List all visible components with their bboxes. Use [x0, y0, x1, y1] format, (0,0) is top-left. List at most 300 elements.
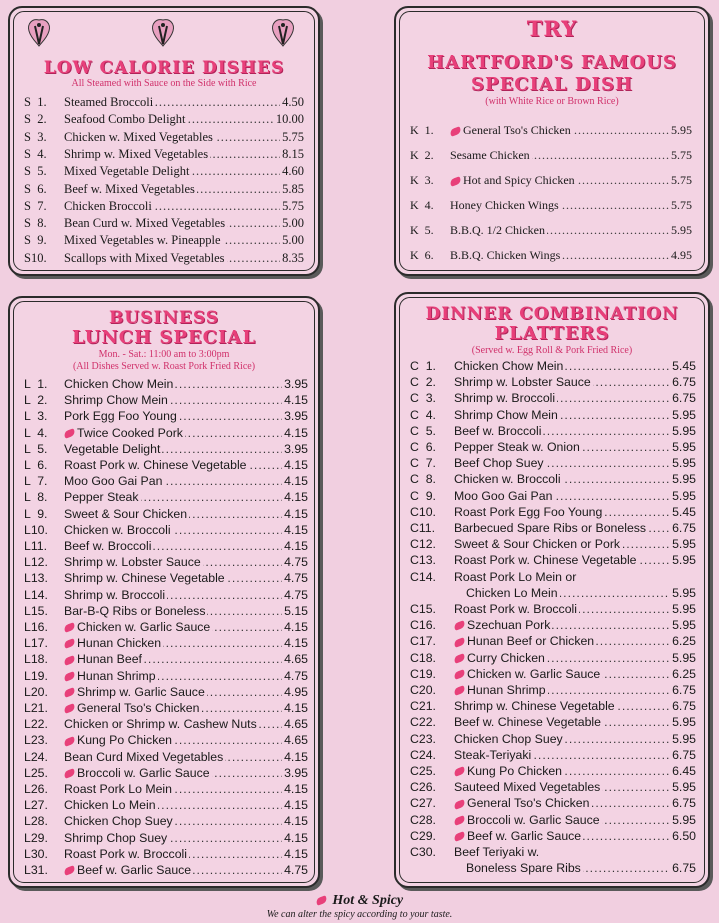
item-name: Shrimp w. Broccoli — [64, 587, 166, 602]
menu-item-row — [410, 795, 696, 811]
item-name: Roast Pork Lo Mein or — [454, 569, 577, 584]
item-name: Chicken or Shrimp w. Cashew Nuts — [64, 717, 257, 732]
item-code: L17. — [24, 636, 48, 651]
low-calorie-title: LOW CALORIE DISHES — [43, 58, 285, 78]
menu-item-row — [410, 552, 696, 568]
item-code: L11. — [24, 539, 48, 553]
business-title-line2: LUNCH SPECIAL — [71, 327, 257, 348]
item-price: 4.15 — [284, 830, 308, 845]
hot-spicy-icon — [64, 687, 76, 697]
item-name: Beef w. Broccoli — [454, 423, 542, 438]
item-price: 6.75 — [672, 747, 696, 762]
item-price: 5.95 — [672, 537, 696, 552]
item-name: B.B.Q. 1/2 Chicken — [450, 223, 545, 237]
item-price: 5.95 — [672, 715, 696, 730]
hot-spicy-icon — [64, 866, 76, 876]
item-code: L18. — [24, 652, 48, 667]
item-price: 5.00 — [282, 233, 304, 248]
item-code: L 5. — [24, 441, 48, 456]
menu-item-row — [24, 146, 304, 163]
item-name: Sauteed Mixed Vegetables — [454, 780, 601, 795]
hot-spicy-icon — [64, 655, 76, 665]
item-code: C18. — [410, 650, 436, 665]
item-price: 4.95 — [284, 684, 308, 699]
menu-item-row — [24, 473, 308, 489]
item-code: L29. — [24, 830, 48, 845]
item-price: 4.15 — [284, 474, 308, 489]
menu-item-row — [24, 846, 308, 862]
item-price: 6.50 — [672, 828, 696, 843]
menu-item-row — [410, 118, 692, 143]
item-name: Shrimp w. Chinese Vegetable — [64, 571, 225, 586]
item-code: S 1. — [24, 95, 47, 109]
menu-item-row — [410, 763, 696, 779]
menu-item-row — [24, 129, 304, 146]
item-code: L22. — [24, 717, 48, 732]
hot-spicy-icon — [454, 686, 466, 696]
menu-item-row — [24, 441, 308, 457]
hot-spicy-icon — [454, 621, 466, 631]
hartford-special-section — [394, 6, 710, 276]
item-price: 5.95 — [672, 602, 696, 616]
menu-item-row — [24, 700, 308, 716]
item-code: L20. — [24, 684, 48, 699]
menu-item-row — [410, 471, 696, 487]
menu-item-row — [410, 617, 696, 633]
item-code: C19. — [410, 666, 436, 681]
item-price: 4.65 — [284, 652, 308, 667]
hot-spicy-icon — [64, 428, 76, 438]
item-name: Bean Curd Mixed Vegetables — [64, 749, 224, 764]
menu-item-row — [24, 716, 308, 732]
item-price: 4.65 — [284, 733, 308, 748]
menu-item-row — [410, 423, 696, 439]
menu-item-row — [24, 668, 308, 684]
item-name: Chicken w. Garlic Sauce — [77, 620, 211, 634]
menu-item-row — [24, 489, 308, 505]
item-code: S 7. — [24, 198, 47, 213]
item-code: L 6. — [24, 458, 48, 472]
item-code: S 6. — [24, 181, 47, 196]
menu-item-row — [410, 650, 696, 666]
item-name: Shrimp w. Broccoli — [454, 391, 556, 406]
hot-spicy-icon — [454, 815, 466, 825]
item-price: 4.15 — [284, 522, 308, 537]
menu-item-row — [24, 198, 304, 215]
item-price: 3.95 — [284, 441, 308, 456]
hot-spicy-icon — [450, 176, 462, 186]
item-price: 5.45 — [672, 359, 696, 373]
item-name: Steak-Teriyaki — [454, 747, 532, 762]
item-code: L13. — [24, 571, 48, 586]
item-code: L 8. — [24, 490, 48, 505]
item-price: 4.65 — [284, 717, 308, 732]
item-price: 6.75 — [672, 683, 696, 697]
item-price: 5.95 — [672, 618, 696, 633]
item-code: K 2. — [410, 148, 434, 162]
item-code: L10. — [24, 522, 48, 537]
menu-item-row — [24, 603, 308, 619]
item-name: Beef w. Garlic Sauce — [467, 828, 582, 843]
item-name: Bean Curd w. Mixed Vegetables — [64, 216, 226, 231]
item-code: C10. — [410, 504, 436, 519]
item-price: 6.75 — [672, 796, 696, 811]
menu-item-row — [410, 844, 696, 876]
item-price: 5.95 — [672, 585, 696, 600]
item-name: Hunan Beef — [77, 652, 142, 667]
item-code: C30. — [410, 845, 436, 859]
item-price: 5.95 — [671, 223, 692, 237]
item-code: C15. — [410, 602, 436, 616]
menu-item-row — [410, 747, 696, 763]
menu-item-row — [24, 619, 308, 635]
item-code: C 6. — [410, 440, 436, 454]
item-name-cont: Boneless Spare Ribs — [466, 861, 581, 876]
item-code: K 3. — [410, 173, 434, 187]
item-price: 6.75 — [672, 861, 696, 876]
item-code: C11. — [410, 521, 436, 535]
item-price: 5.95 — [672, 440, 696, 454]
item-code: L 2. — [24, 393, 48, 408]
item-price: 4.15 — [284, 620, 308, 634]
menu-item-row — [410, 407, 696, 423]
item-code: C25. — [410, 764, 436, 778]
menu-item-row — [24, 376, 308, 392]
item-code: L21. — [24, 701, 48, 715]
item-code: S10. — [24, 250, 47, 265]
item-code: C27. — [410, 796, 436, 811]
hot-spicy-label: Hot & Spicy — [332, 893, 404, 908]
item-code: L 1. — [24, 377, 48, 391]
item-price: 5.95 — [672, 423, 696, 438]
dinner-subtitle: (Served w. Egg Roll & Pork Fried Rice) — [471, 345, 633, 356]
item-price: 5.75 — [282, 198, 304, 213]
item-price: 5.75 — [671, 148, 692, 162]
business-hours: Mon. - Sat.: 11:00 am to 3:00pm — [98, 349, 230, 360]
menu-item-row — [410, 698, 696, 714]
item-code: L25. — [24, 765, 48, 780]
hot-spicy-icon — [454, 767, 466, 777]
item-price: 8.35 — [282, 250, 304, 265]
menu-item-row — [24, 587, 308, 603]
crane-ornament-icon — [24, 16, 54, 50]
menu-item-row — [410, 633, 696, 649]
item-price: 4.15 — [284, 749, 308, 764]
menu-item-row — [410, 374, 696, 390]
item-name: Roast Pork w. Chinese Vegetable — [454, 553, 637, 568]
item-code: C23. — [410, 731, 436, 746]
menu-item-row — [24, 651, 308, 667]
item-price: 4.15 — [284, 798, 308, 813]
menu-item-row — [410, 168, 692, 193]
footer-note: We can alter the spicy according to your taste. — [266, 909, 453, 920]
item-code: C 2. — [410, 375, 436, 390]
item-price: 4.60 — [282, 164, 304, 179]
menu-item-row — [410, 666, 696, 682]
item-name: Beef Teriyaki w. — [454, 845, 540, 859]
item-code: S 9. — [24, 233, 47, 248]
item-code: C21. — [410, 699, 436, 714]
item-price: 5.95 — [672, 472, 696, 487]
item-code: S 5. — [24, 164, 47, 179]
hot-spicy-icon — [64, 704, 76, 714]
item-name: Shrimp w. Chinese Vegetable — [454, 699, 615, 714]
item-name: General Tso's Chicken — [467, 796, 590, 811]
menu-item-row — [410, 358, 696, 374]
item-name: Mixed Vegetables w. Pineapple — [64, 233, 221, 248]
dinner-title-line2: PLATTERS — [494, 323, 610, 344]
item-code: L24. — [24, 749, 48, 764]
menu-item-row — [24, 813, 308, 829]
item-name: Seafood Combo Delight — [64, 112, 186, 127]
menu-item-row — [24, 181, 304, 198]
item-name: Chicken Chop Suey — [64, 814, 173, 829]
menu-item-row — [24, 250, 304, 267]
item-price: 5.95 — [672, 812, 696, 827]
menu-item-row — [24, 94, 304, 111]
menu-item-row — [24, 862, 308, 878]
menu-item-row — [410, 439, 696, 455]
hot-spicy-icon — [450, 126, 462, 136]
item-name: Chicken w. Mixed Vegetables — [64, 129, 213, 144]
item-price: 5.45 — [672, 504, 696, 519]
hot-spicy-icon — [315, 896, 328, 906]
menu-item-row — [410, 218, 692, 243]
item-price: 5.95 — [672, 407, 696, 422]
menu-item-row — [410, 812, 696, 828]
item-name: Honey Chicken Wings — [450, 198, 559, 212]
item-code: C12. — [410, 537, 436, 552]
item-price: 4.15 — [284, 814, 308, 829]
item-price: 5.95 — [672, 650, 696, 665]
item-code: C 8. — [410, 472, 436, 487]
hot-spicy-icon — [454, 799, 466, 809]
item-code: L12. — [24, 555, 48, 570]
item-price: 4.15 — [284, 425, 308, 440]
item-code: C26. — [410, 780, 436, 795]
item-price: 6.45 — [672, 764, 696, 778]
item-price: 5.95 — [672, 780, 696, 795]
low-calorie-subtitle: All Steamed with Sauce on the Side with Rice — [71, 78, 257, 89]
item-name: Roast Pork w. Chinese Vegetable — [64, 458, 247, 472]
item-code: L30. — [24, 846, 48, 861]
item-name: Chicken w. Garlic Sauce — [467, 666, 601, 681]
hot-spicy-icon — [64, 736, 76, 746]
item-code: S 4. — [24, 146, 47, 161]
menu-item-row — [24, 554, 308, 570]
item-price: 4.75 — [284, 555, 308, 570]
item-name: Shrimp w. Garlic Sauce — [77, 684, 205, 699]
item-price: 6.75 — [672, 521, 696, 535]
item-name: Bar-B-Q Ribs or Boneless — [64, 603, 206, 618]
business-title-line1: BUSINESS — [108, 308, 220, 328]
item-code: L 4. — [24, 425, 48, 440]
dinner-title-line1: DINNER COMBINATION — [425, 304, 679, 324]
item-price: 5.00 — [282, 216, 304, 231]
menu-item-row — [24, 635, 308, 651]
item-code: C20. — [410, 683, 436, 697]
item-price: 4.15 — [284, 782, 308, 796]
crane-ornament-icon — [268, 16, 298, 50]
item-code: L27. — [24, 798, 48, 813]
item-price: 3.95 — [284, 409, 308, 424]
menu-item-row — [410, 828, 696, 844]
menu-item-row — [410, 714, 696, 730]
item-name: Beef w. Broccoli — [64, 539, 152, 553]
item-price: 5.75 — [671, 173, 692, 187]
menu-item-row — [410, 779, 696, 795]
menu-item-row — [24, 538, 308, 554]
hot-spicy-icon — [454, 831, 466, 841]
item-price: 5.75 — [671, 198, 692, 212]
item-code: C14. — [410, 569, 436, 584]
item-name-cont: Chicken Lo Mein — [466, 585, 558, 600]
item-price: 5.95 — [672, 456, 696, 471]
item-price: 8.15 — [282, 146, 304, 161]
item-price: 4.95 — [671, 248, 692, 262]
menu-item-row — [24, 425, 308, 441]
item-price: 5.15 — [284, 603, 308, 618]
item-code: C13. — [410, 553, 436, 568]
item-name: Kung Po Chicken — [467, 764, 563, 778]
item-name: Beef w. Garlic Sauce — [77, 863, 192, 877]
menu-item-row — [410, 601, 696, 617]
item-name: Roast Pork w. Broccoli — [64, 846, 188, 861]
item-name: Chicken w. Broccoli — [454, 472, 561, 487]
item-name: General Tso's Chicken — [77, 701, 200, 715]
item-price: 6.25 — [672, 666, 696, 681]
dinner-combination-section — [394, 292, 710, 888]
item-code: C28. — [410, 812, 436, 827]
item-code: C22. — [410, 715, 436, 730]
hot-spicy-icon — [454, 669, 466, 679]
item-name: Steamed Broccoli — [64, 95, 154, 109]
menu-item-row — [410, 455, 696, 471]
item-price: 4.15 — [284, 636, 308, 651]
item-code: S 3. — [24, 129, 47, 144]
item-name: Hot and Spicy Chicken — [463, 173, 575, 187]
item-name: Beef w. Chinese Vegetable — [454, 715, 601, 730]
hartford-subtitle: (with White Rice or Brown Rice) — [485, 96, 619, 107]
menu-item-row — [410, 390, 696, 406]
menu-item-row — [24, 732, 308, 748]
menu-item-row — [24, 408, 308, 424]
item-price: 10.00 — [275, 112, 304, 127]
item-price: 4.15 — [284, 539, 308, 553]
menu-item-row — [410, 536, 696, 552]
menu-item-row — [410, 520, 696, 536]
item-code: C16. — [410, 618, 436, 633]
item-code: S 8. — [24, 216, 47, 231]
item-code: C17. — [410, 634, 436, 649]
hot-spicy-icon — [454, 637, 466, 647]
menu-item-row — [410, 193, 692, 218]
item-price: 6.25 — [672, 634, 696, 649]
item-name: Szechuan Pork — [467, 618, 551, 633]
item-name: B.B.Q. Chicken Wings — [450, 248, 561, 262]
item-code: C 5. — [410, 423, 436, 438]
menu-item-row — [410, 569, 696, 601]
item-price: 3.95 — [284, 377, 308, 391]
item-price: 4.75 — [284, 571, 308, 586]
menu-item-row — [24, 522, 308, 538]
item-price: 4.15 — [284, 458, 308, 472]
low-calorie-section — [8, 6, 320, 276]
hartford-title-line2: SPECIAL DISH — [471, 74, 633, 95]
item-price: 4.15 — [284, 506, 308, 521]
hot-spicy-icon — [64, 768, 76, 778]
item-name: Beef w. Mixed Vegetables — [64, 181, 195, 196]
item-price: 6.75 — [672, 699, 696, 714]
menu-item-row — [24, 781, 308, 797]
menu-item-row — [24, 797, 308, 813]
item-code: L28. — [24, 814, 48, 829]
item-name: Roast Pork w. Broccoli — [454, 602, 578, 616]
menu-item-row — [24, 215, 304, 232]
item-name: Scallops with Mixed Vegetables — [64, 250, 225, 265]
item-code: K 6. — [410, 248, 434, 262]
item-price: 6.75 — [672, 391, 696, 406]
item-code: K 4. — [410, 198, 434, 212]
menu-item-row — [24, 392, 308, 408]
item-name: Shrimp w. Mixed Vegetables — [64, 146, 209, 161]
item-price: 5.95 — [672, 731, 696, 746]
item-name: Chicken Chow Mein — [64, 377, 174, 391]
item-name: Roast Pork Egg Foo Young — [454, 504, 603, 519]
item-name: Broccoli w. Garlic Sauce — [77, 765, 210, 780]
item-name: Chicken Chow Mein — [454, 359, 564, 373]
item-name: Pepper Steak w. Onion — [454, 440, 580, 454]
item-name: Chicken Lo Mein — [64, 798, 156, 813]
menu-item-row — [24, 570, 308, 586]
item-name: Roast Pork Lo Mein — [64, 782, 172, 796]
item-price: 6.75 — [672, 375, 696, 390]
item-name: Hunan Shrimp — [77, 668, 156, 683]
item-code: L 9. — [24, 506, 48, 521]
item-code: C 1. — [410, 359, 436, 373]
item-name: Pepper Steak — [64, 490, 139, 505]
item-price: 5.95 — [672, 488, 696, 503]
item-name: Shrimp Chow Mein — [64, 393, 168, 408]
menu-item-row — [24, 506, 308, 522]
item-code: L 3. — [24, 409, 48, 424]
item-code: K 1. — [410, 123, 434, 137]
item-code: C 4. — [410, 407, 436, 422]
item-price: 4.75 — [284, 863, 308, 877]
item-price: 4.75 — [284, 668, 308, 683]
item-name: Shrimp w. Lobster Sauce — [454, 375, 591, 390]
item-name: Shrimp Chow Mein — [454, 407, 558, 422]
item-code: C 7. — [410, 456, 436, 471]
item-name: Twice Cooked Pork — [77, 425, 183, 440]
menu-item-row — [410, 731, 696, 747]
item-name: Shrimp w. Lobster Sauce — [64, 555, 201, 570]
item-code: L19. — [24, 668, 48, 683]
hot-spicy-icon — [64, 623, 76, 633]
item-name: Broccoli w. Garlic Sauce — [467, 812, 600, 827]
menu-item-row — [24, 749, 308, 765]
item-code: L 7. — [24, 474, 48, 489]
item-name: Hunan Chicken — [77, 636, 162, 651]
menu-item-row — [410, 504, 696, 520]
item-price: 5.95 — [672, 553, 696, 568]
menu-item-row — [24, 684, 308, 700]
menu-item-row — [410, 682, 696, 698]
item-name: General Tso's Chicken — [463, 123, 571, 137]
item-price: 3.95 — [284, 765, 308, 780]
menu-item-row — [24, 457, 308, 473]
menu-item-row — [410, 243, 692, 268]
